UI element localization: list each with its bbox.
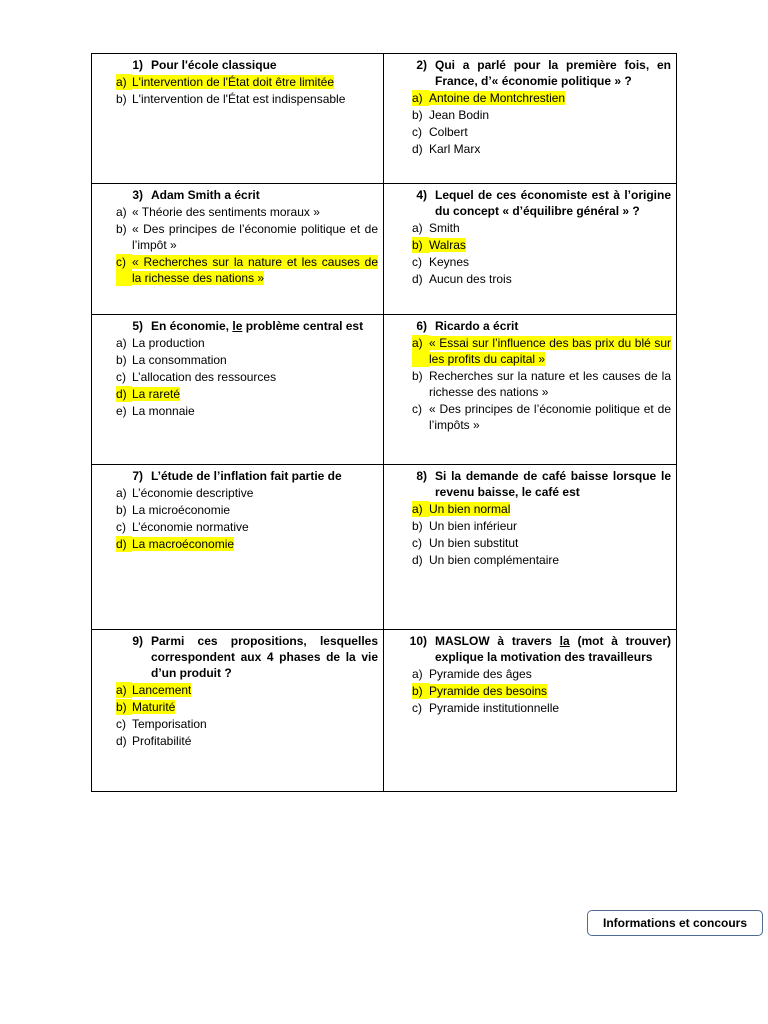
answer-option-text: [132, 733, 378, 749]
answer-option-letter: c): [116, 520, 126, 534]
answer-option[interactable]: [97, 682, 378, 698]
answer-text: Jean Bodin: [429, 108, 490, 122]
question-row: [92, 184, 677, 315]
correct-answer-text: L'intervention de l'État doit être limitée: [132, 75, 335, 89]
informations-concours-label: Informations et concours: [602, 916, 748, 930]
answer-option[interactable]: [97, 369, 378, 385]
answer-option[interactable]: [97, 716, 378, 732]
question-number: 7): [132, 469, 143, 483]
answer-option-letter: c): [412, 125, 422, 139]
answer-option[interactable]: [97, 335, 378, 351]
answer-option-letter: e): [116, 404, 127, 418]
question-text: [151, 633, 378, 681]
answer-option-letter: a): [116, 336, 127, 350]
answer-option-text: [429, 90, 671, 106]
question-number: 9): [132, 634, 143, 648]
answer-option-letter: c): [412, 402, 422, 416]
answer-option[interactable]: [97, 699, 378, 715]
answer-option-letter: d): [412, 553, 423, 567]
answer-text: « Des principes de l’économie politique et de l’impôt »: [132, 222, 378, 252]
question-text: [151, 318, 378, 334]
answer-option-text: [429, 535, 671, 551]
answer-option-letter: a): [412, 336, 423, 350]
answer-option-text: [429, 368, 671, 400]
answer-text: « Théorie des sentiments moraux »: [132, 205, 320, 219]
answer-option[interactable]: [389, 335, 671, 367]
answer-option[interactable]: [389, 124, 671, 140]
question-header: [389, 318, 671, 334]
question-row: [92, 465, 677, 630]
question-text: [151, 468, 378, 484]
question-text: [151, 57, 378, 73]
answer-option[interactable]: [97, 221, 378, 253]
question-text-part: Ricardo a écrit: [435, 319, 519, 333]
answer-option-letter: d): [412, 142, 423, 156]
correct-answer-highlight: [412, 237, 429, 253]
answer-option-text: [132, 386, 378, 402]
answer-option-letter: b): [116, 222, 127, 236]
question-cell: [384, 54, 677, 184]
question-header: [97, 468, 378, 484]
question-cell: [92, 630, 384, 792]
answer-option-letter: a): [116, 683, 127, 697]
answer-option-letter: a): [412, 502, 423, 516]
answer-text: Aucun des trois: [429, 272, 512, 286]
answer-option-text: [429, 254, 671, 270]
question-text: [151, 187, 378, 203]
answer-option[interactable]: [97, 204, 378, 220]
answer-option-text: [132, 716, 378, 732]
answer-option[interactable]: [97, 502, 378, 518]
question-text-part: L’étude de l’inflation fait partie de: [151, 469, 342, 483]
question-cell: [92, 465, 384, 630]
correct-answer-text: Pyramide des besoins: [429, 684, 548, 698]
answer-option-letter: d): [412, 272, 423, 286]
answer-option[interactable]: [97, 91, 378, 107]
question-header: [389, 187, 671, 219]
answer-option-text: [132, 403, 378, 419]
correct-answer-highlight: [116, 699, 132, 715]
correct-answer-highlight: [116, 536, 132, 552]
answer-option-letter: c): [412, 255, 422, 269]
question-cell: [384, 465, 677, 630]
question-text-part: Adam Smith a écrit: [151, 188, 260, 202]
answer-text: La consommation: [132, 353, 227, 367]
answer-text: L’allocation des ressources: [132, 370, 277, 384]
answer-option-text: [132, 502, 378, 518]
question-text-part: Si la demande de café baisse lorsque le revenu baisse, le café est: [435, 469, 671, 499]
correct-answer-text: Walras: [429, 238, 466, 252]
answer-text: L’économie normative: [132, 520, 249, 534]
question-header: [389, 633, 671, 665]
question-number: 1): [132, 58, 143, 72]
answer-option[interactable]: [97, 403, 378, 419]
question-text-part: MASLOW à travers: [435, 634, 560, 648]
question-cell: [384, 630, 677, 792]
quiz-body: [92, 54, 677, 792]
answer-option-text: [429, 141, 671, 157]
answer-option-text: [132, 91, 378, 107]
correct-answer-highlight: [412, 501, 429, 517]
answer-option-text: [132, 536, 378, 552]
question-number: 8): [416, 469, 427, 483]
question-text: [435, 468, 671, 500]
question-cell: [384, 184, 677, 315]
answer-option-letter: b): [116, 92, 127, 106]
correct-answer-highlight: [116, 386, 132, 402]
answer-option-letter: d): [116, 537, 127, 551]
question-cell: [92, 315, 384, 465]
answer-option-text: [429, 220, 671, 236]
answer-option[interactable]: [389, 368, 671, 400]
answer-text: Pyramide institutionnelle: [429, 701, 560, 715]
answer-option-text: [132, 335, 378, 351]
question-cell: [92, 184, 384, 315]
question-number: 3): [132, 188, 143, 202]
answer-text: Un bien inférieur: [429, 519, 518, 533]
question-text-part: Qui a parlé pour la première fois, en France, d’« économie politique » ?: [435, 58, 671, 88]
correct-answer-highlight: [412, 335, 429, 367]
question-number: 2): [416, 58, 427, 72]
answer-option-letter: a): [412, 221, 423, 235]
answer-option-letter: c): [116, 255, 126, 269]
answer-option[interactable]: [97, 386, 378, 402]
answer-option-text: [132, 519, 378, 535]
answer-option-text: [429, 401, 671, 433]
answer-text: La monnaie: [132, 404, 195, 418]
question-text: [435, 318, 671, 334]
question-cell: [92, 54, 384, 184]
answer-text: Profitabilité: [132, 734, 192, 748]
question-header: [97, 633, 378, 681]
correct-answer-highlight: [116, 74, 132, 90]
question-header: [97, 187, 378, 203]
answer-option[interactable]: [389, 401, 671, 433]
question-number: 6): [416, 319, 427, 333]
answer-option-text: [429, 107, 671, 123]
question-header: [97, 57, 378, 73]
question-text: [435, 187, 671, 219]
answer-option-text: [132, 204, 378, 220]
answer-option-text: [429, 237, 671, 253]
answer-text: La microéconomie: [132, 503, 231, 517]
quiz-table: [91, 53, 677, 792]
question-cell: [384, 315, 677, 465]
answer-option-text: [132, 352, 378, 368]
answer-text: Karl Marx: [429, 142, 481, 156]
answer-option-letter: a): [116, 75, 127, 89]
answer-option-letter: b): [412, 519, 423, 533]
correct-answer-highlight: [412, 90, 429, 106]
answer-option-letter: a): [116, 205, 127, 219]
question-text-part: Parmi ces propositions, lesquelles correspondent aux 4 phases de la vie d’un produit ?: [151, 634, 378, 680]
answer-option-letter: b): [116, 700, 127, 714]
answer-text: Smith: [429, 221, 460, 235]
answer-option[interactable]: [97, 485, 378, 501]
answer-option-text: [132, 74, 378, 90]
question-text-part: Lequel de ces économiste est à l’origine du concept « d’équilibre général » ?: [435, 188, 671, 218]
answer-option[interactable]: [389, 254, 671, 270]
answer-option[interactable]: [389, 141, 671, 157]
answer-option-text: [429, 271, 671, 287]
question-number: 5): [132, 319, 143, 333]
answer-option-letter: b): [116, 503, 127, 517]
correct-answer-text: La rareté: [132, 387, 181, 401]
correct-answer-text: La macroéconomie: [132, 537, 235, 551]
answer-text: L'intervention de l'État est indispensable: [132, 92, 346, 106]
question-text-part: En économie,: [151, 319, 233, 333]
correct-answer-highlight: [116, 254, 132, 286]
answer-option[interactable]: [389, 518, 671, 534]
answer-text: Keynes: [429, 255, 470, 269]
answer-text: Un bien substitut: [429, 536, 519, 550]
answer-option-text: [429, 666, 671, 682]
answer-text: Colbert: [429, 125, 468, 139]
question-header: [389, 468, 671, 500]
answer-option[interactable]: [389, 552, 671, 568]
question-number: 4): [416, 188, 427, 202]
answer-text: Un bien complémentaire: [429, 553, 560, 567]
correct-answer-text: Antoine de Montchrestien: [429, 91, 566, 105]
answer-text: Temporisation: [132, 717, 207, 731]
answer-option[interactable]: [97, 74, 378, 90]
correct-answer-text: Lancement: [132, 683, 192, 697]
question-text: [435, 633, 671, 665]
answer-option-letter: b): [116, 353, 127, 367]
answer-text: Pyramide des âges: [429, 667, 532, 681]
answer-option-letter: a): [412, 667, 423, 681]
answer-option[interactable]: [389, 237, 671, 253]
correct-answer-text: « Recherches sur la nature et les causes de la richesse des nations »: [132, 255, 378, 285]
informations-concours-button[interactable]: [587, 910, 763, 936]
question-text-part: problème central est: [242, 319, 364, 333]
answer-option-text: [132, 369, 378, 385]
answer-option-text: [429, 335, 671, 367]
correct-answer-highlight: [116, 682, 132, 698]
answer-option[interactable]: [97, 733, 378, 749]
answer-option-text: [429, 501, 671, 517]
answer-option-text: [429, 683, 671, 699]
answer-option[interactable]: [389, 700, 671, 716]
question-header: [389, 57, 671, 89]
answer-option-text: [132, 221, 378, 253]
question-text-part: (mot à trouver) explique la motivation des travailleurs: [435, 634, 671, 664]
answer-option[interactable]: [389, 220, 671, 236]
question-row: [92, 54, 677, 184]
answer-option-letter: b): [412, 684, 423, 698]
question-text: [435, 57, 671, 89]
question-text-part: Pour l'école classique: [151, 58, 277, 72]
underlined-word: la: [559, 634, 570, 648]
correct-answer-text: « Essai sur l’influence des bas prix du blé sur les profits du capital »: [429, 336, 671, 366]
answer-text: « Des principes de l’économie politique et de l’impôts »: [429, 402, 671, 432]
answer-option[interactable]: [389, 666, 671, 682]
answer-option[interactable]: [389, 535, 671, 551]
answer-option[interactable]: [389, 271, 671, 287]
question-header: [97, 318, 378, 334]
question-number: 10): [409, 634, 427, 648]
answer-option-text: [132, 254, 378, 286]
underlined-word: le: [232, 319, 243, 333]
answer-option[interactable]: [97, 519, 378, 535]
answer-option-letter: c): [116, 370, 126, 384]
answer-option-text: [132, 682, 378, 698]
question-row: [92, 630, 677, 792]
answer-option-letter: c): [412, 536, 422, 550]
answer-option-letter: c): [116, 717, 126, 731]
answer-option-letter: d): [116, 734, 127, 748]
correct-answer-text: Un bien normal: [429, 502, 511, 516]
answer-option-letter: c): [412, 701, 422, 715]
answer-option[interactable]: [389, 683, 671, 699]
answer-option[interactable]: [97, 352, 378, 368]
answer-option-text: [132, 485, 378, 501]
question-row: [92, 315, 677, 465]
answer-option-text: [429, 124, 671, 140]
answer-option-text: [429, 552, 671, 568]
answer-text: L’économie descriptive: [132, 486, 254, 500]
answer-option[interactable]: [389, 501, 671, 517]
answer-text: La production: [132, 336, 205, 350]
answer-option-letter: a): [412, 91, 423, 105]
answer-option[interactable]: [389, 90, 671, 106]
answer-text: Recherches sur la nature et les causes de la richesse des nations »: [429, 369, 671, 399]
answer-option-text: [429, 518, 671, 534]
answer-option[interactable]: [97, 536, 378, 552]
answer-option-letter: a): [116, 486, 127, 500]
answer-option-letter: b): [412, 238, 423, 252]
correct-answer-highlight: [412, 683, 429, 699]
answer-option-letter: d): [116, 387, 127, 401]
answer-option[interactable]: [97, 254, 378, 286]
answer-option[interactable]: [389, 107, 671, 123]
answer-option-text: [429, 700, 671, 716]
answer-option-text: [132, 699, 378, 715]
answer-option-letter: b): [412, 369, 423, 383]
answer-option-letter: b): [412, 108, 423, 122]
correct-answer-text: Maturité: [132, 700, 176, 714]
